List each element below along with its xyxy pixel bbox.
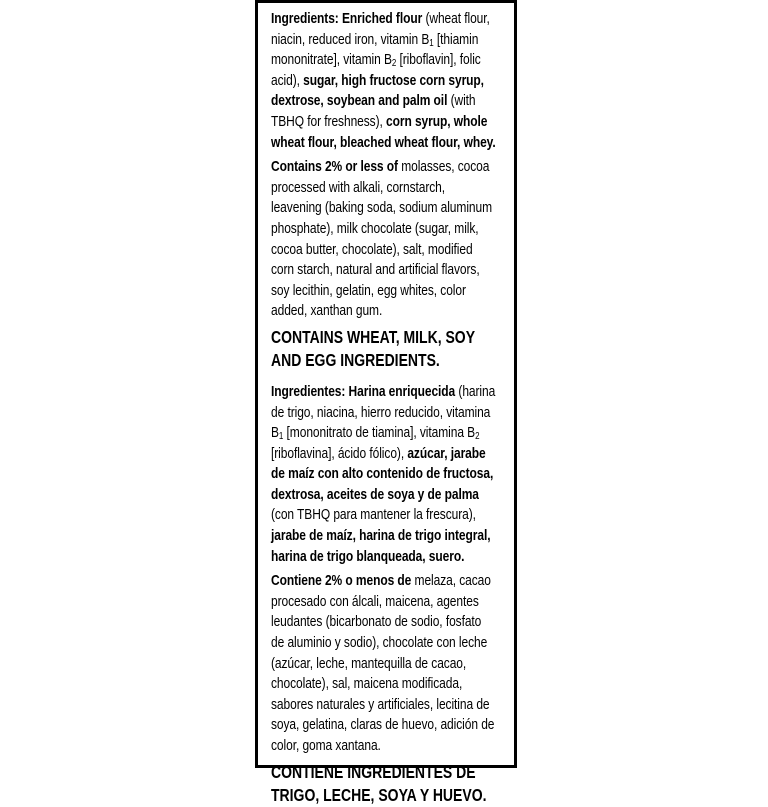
bold-run: wheat flour, bleached wheat flour, whey. <box>271 133 496 151</box>
text-line <box>271 592 509 613</box>
text-run: [thiamin <box>433 30 479 48</box>
spanish-contains-less <box>271 571 509 756</box>
text-line <box>271 736 509 757</box>
text-run: leavening (baking soda, sodium aluminum <box>271 199 493 217</box>
text-line <box>271 9 509 30</box>
text-line <box>271 71 509 92</box>
english-allergen-statement <box>271 326 509 372</box>
text-run: de aluminio y sodio), chocolate con leche <box>271 634 488 652</box>
text-run: molasses, cocoa <box>397 158 490 176</box>
text-line <box>271 423 509 444</box>
text-run: (wheat flour, <box>422 10 490 27</box>
bold-run: Ingredientes: Harina enriquecida <box>271 382 456 400</box>
text-run: mononitrate], vitamin B <box>271 51 392 69</box>
text-run: niacin, reduced iron, vitamin B <box>271 30 430 48</box>
text-line <box>271 695 509 716</box>
text-run: color, goma xantana. <box>271 737 381 754</box>
text-run: processed with alkali, cornstarch, <box>271 178 446 196</box>
text-line <box>271 571 509 592</box>
text-run: [riboflavin], folic <box>396 51 481 69</box>
bold-run: jarabe de maíz, harina de trigo integral, <box>271 527 491 545</box>
english-contains-less <box>271 157 509 322</box>
text-line <box>271 444 509 465</box>
bold-run: de maíz con alto contenido de fructosa, <box>271 465 494 483</box>
text-line <box>271 526 509 547</box>
ingredients-label-panel <box>255 0 517 805</box>
bold-run: azúcar, jarabe <box>407 444 486 462</box>
text-line <box>271 633 509 654</box>
subscript-run: 2 <box>391 58 397 70</box>
allergen-line: CONTIENE INGREDIENTES DE <box>271 761 476 782</box>
bold-run: Contains 2% or less of <box>271 158 398 176</box>
text-run: [riboflavina], ácido fólico), <box>271 444 408 462</box>
bold-run: Contiene 2% o menos de <box>271 572 412 590</box>
text-line <box>271 219 509 240</box>
allergen-line: CONTAINS WHEAT, MILK, SOY <box>271 326 476 347</box>
text-line <box>271 157 509 178</box>
bold-run: Ingredients: Enriched flour <box>271 10 423 27</box>
text-run: (azúcar, leche, mantequilla de cacao, <box>271 654 467 672</box>
text-run: added, xanthan gum. <box>271 302 383 320</box>
text-line <box>271 301 509 322</box>
text-line <box>271 260 509 281</box>
text-line <box>271 50 509 71</box>
subscript-run: 2 <box>475 431 480 443</box>
text-run: [mononitrato de tiamina], vitamina B <box>283 424 476 442</box>
text-line <box>271 281 509 302</box>
text-line <box>271 178 509 199</box>
text-line <box>271 403 509 424</box>
allergen-line: AND EGG INGREDIENTS. <box>271 349 440 370</box>
text-line <box>271 198 509 219</box>
text-run: acid), <box>271 71 304 89</box>
text-run: soy lecithin, gelatin, egg whites, color <box>271 281 466 299</box>
text-line <box>271 133 509 154</box>
text-line <box>271 715 509 736</box>
subscript-run: 1 <box>429 37 434 49</box>
bold-run: dextrose, soybean and palm oil <box>271 92 448 110</box>
text-line <box>271 30 509 51</box>
allergen-line: TRIGO, LECHE, SOYA Y HUEVO. <box>271 784 487 805</box>
text-run: leudantes (bicarbonato de sodio, fosfato <box>271 613 482 631</box>
text-line <box>271 674 509 695</box>
text-line <box>271 654 509 675</box>
text-run: (con TBHQ para mantener la frescura), <box>271 506 476 524</box>
text-run: corn starch, natural and artificial flavors, <box>271 261 480 279</box>
spanish-allergen-statement <box>271 761 509 807</box>
text-line <box>271 612 509 633</box>
text-run: sabores naturales y artificiales, lecitina de <box>271 695 490 713</box>
text-line <box>271 485 509 506</box>
text-run: phosphate), milk chocolate (sugar, milk, <box>271 219 479 237</box>
text-run: (with <box>447 92 476 110</box>
english-ingredients <box>271 9 509 153</box>
label-content <box>271 9 496 807</box>
text-line <box>271 240 509 261</box>
text-run: chocolate), sal, maicena modificada, <box>271 675 463 693</box>
text-run: cocoa butter, chocolate), salt, modified <box>271 240 473 258</box>
text-run: TBHQ for freshness), <box>271 112 387 130</box>
spanish-ingredients <box>271 382 509 567</box>
subscript-run: 1 <box>278 431 284 443</box>
text-line <box>271 547 509 568</box>
bold-run: corn syrup, whole <box>386 112 488 130</box>
bold-run: sugar, high fructose corn syrup, <box>303 71 484 89</box>
text-run: soya, gelatina, claras de huevo, adición de <box>271 716 495 734</box>
text-line <box>271 464 509 485</box>
bold-run: harina de trigo blanqueada, suero. <box>271 547 465 565</box>
text-line <box>271 112 509 133</box>
text-line <box>271 382 509 403</box>
text-run: de trigo, niacina, hierro reducido, vitamina <box>271 403 491 421</box>
text-run: melaza, cacao <box>411 572 491 590</box>
text-run: B <box>271 424 279 442</box>
text-line <box>271 91 509 112</box>
text-line <box>271 505 509 526</box>
text-run: (harina <box>455 382 496 400</box>
text-run: procesado con álcali, maicena, agentes <box>271 592 479 610</box>
bold-run: dextrosa, aceites de soya y de palma <box>271 485 479 503</box>
